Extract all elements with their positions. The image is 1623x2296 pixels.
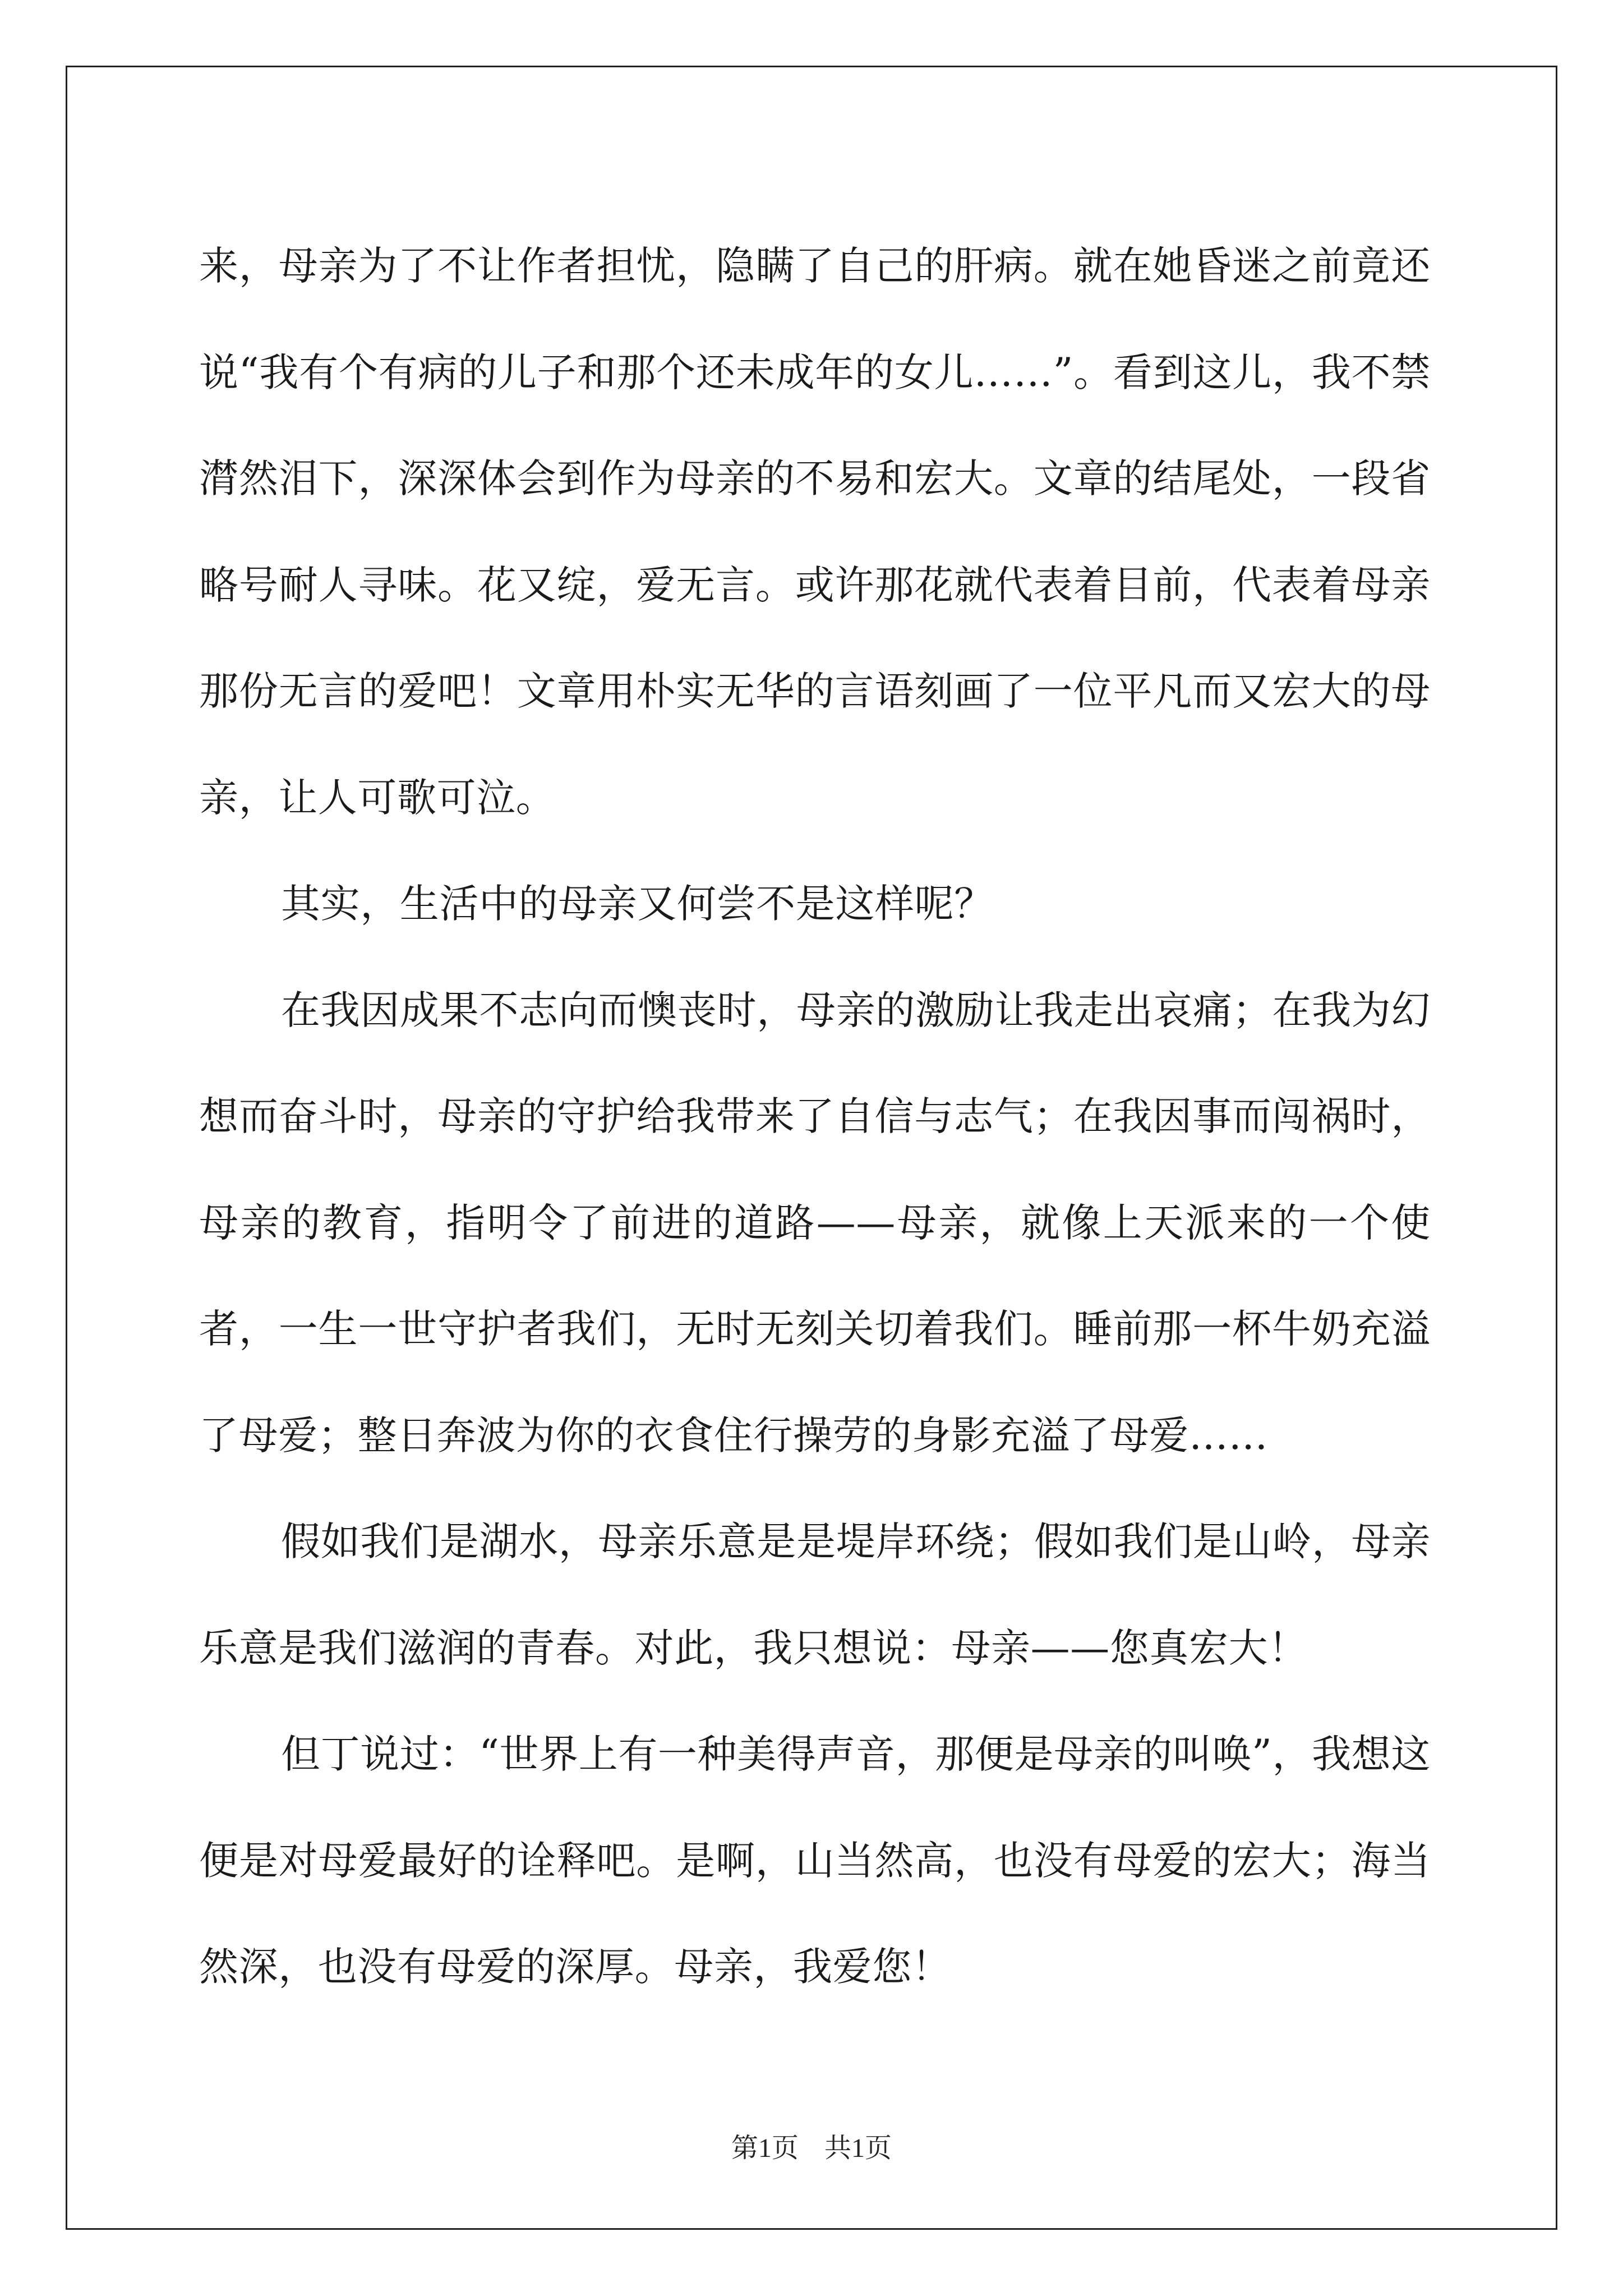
document-body	[199, 213, 1431, 2021]
paragraph-2: 其实，生活中的母亲又何尝不是这样呢？	[281, 881, 994, 927]
paragraph-4: 假如我们是湖水，母亲乐意是是堤岸环绕；假如我们是山岭，母亲乐意是我们滋润的青春。对此，我只想说：母亲——您真宏大！	[199, 1519, 1431, 1671]
page-footer	[0, 2126, 1623, 2165]
page-number: 第1页	[731, 2133, 799, 2163]
paragraph-5: 但丁说过：“世界上有一种美得声音，那便是母亲的叫唤”，我想这便是对母爱最好的诠释吧。是啊，山当然高，也没有母爱的宏大；海当然深，也没有母爱的深厚。母亲，我爱您！	[199, 1731, 1431, 1990]
paragraph-1: 来，母亲为了不让作者担忧，隐瞒了自己的肝病。就在她昏迷之前竟还说“我有个有病的儿子和那个还未成年的女儿……”。看到这儿，我不禁潸然泪下，深深体会到作为母亲的不易和宏大。文章的结尾处，一段省略号耐人寻味。花又绽，爱无言。或许那花就代表着目前，代表着母亲那份无言的爱吧！文章用朴实无华的言语刻画了一位平凡而又宏大的母亲，让人可歌可泣。	[199, 243, 1431, 821]
paragraph-3: 在我因成果不志向而懊丧时，母亲的激励让我走出哀痛；在我为幻想而奋斗时，母亲的守护给我带来了自信与志气；在我因事而闯祸时，母亲的教育，指明令了前进的道路——母亲，就像上天派来的一个使者，一生一世守护者我们，无时无刻关切着我们。睡前那一杯牛奶充溢了母爱；整日奔波为你的衣食住行操劳的身影充溢了母爱……	[199, 987, 1431, 1458]
page-total: 共1页	[824, 2133, 892, 2163]
